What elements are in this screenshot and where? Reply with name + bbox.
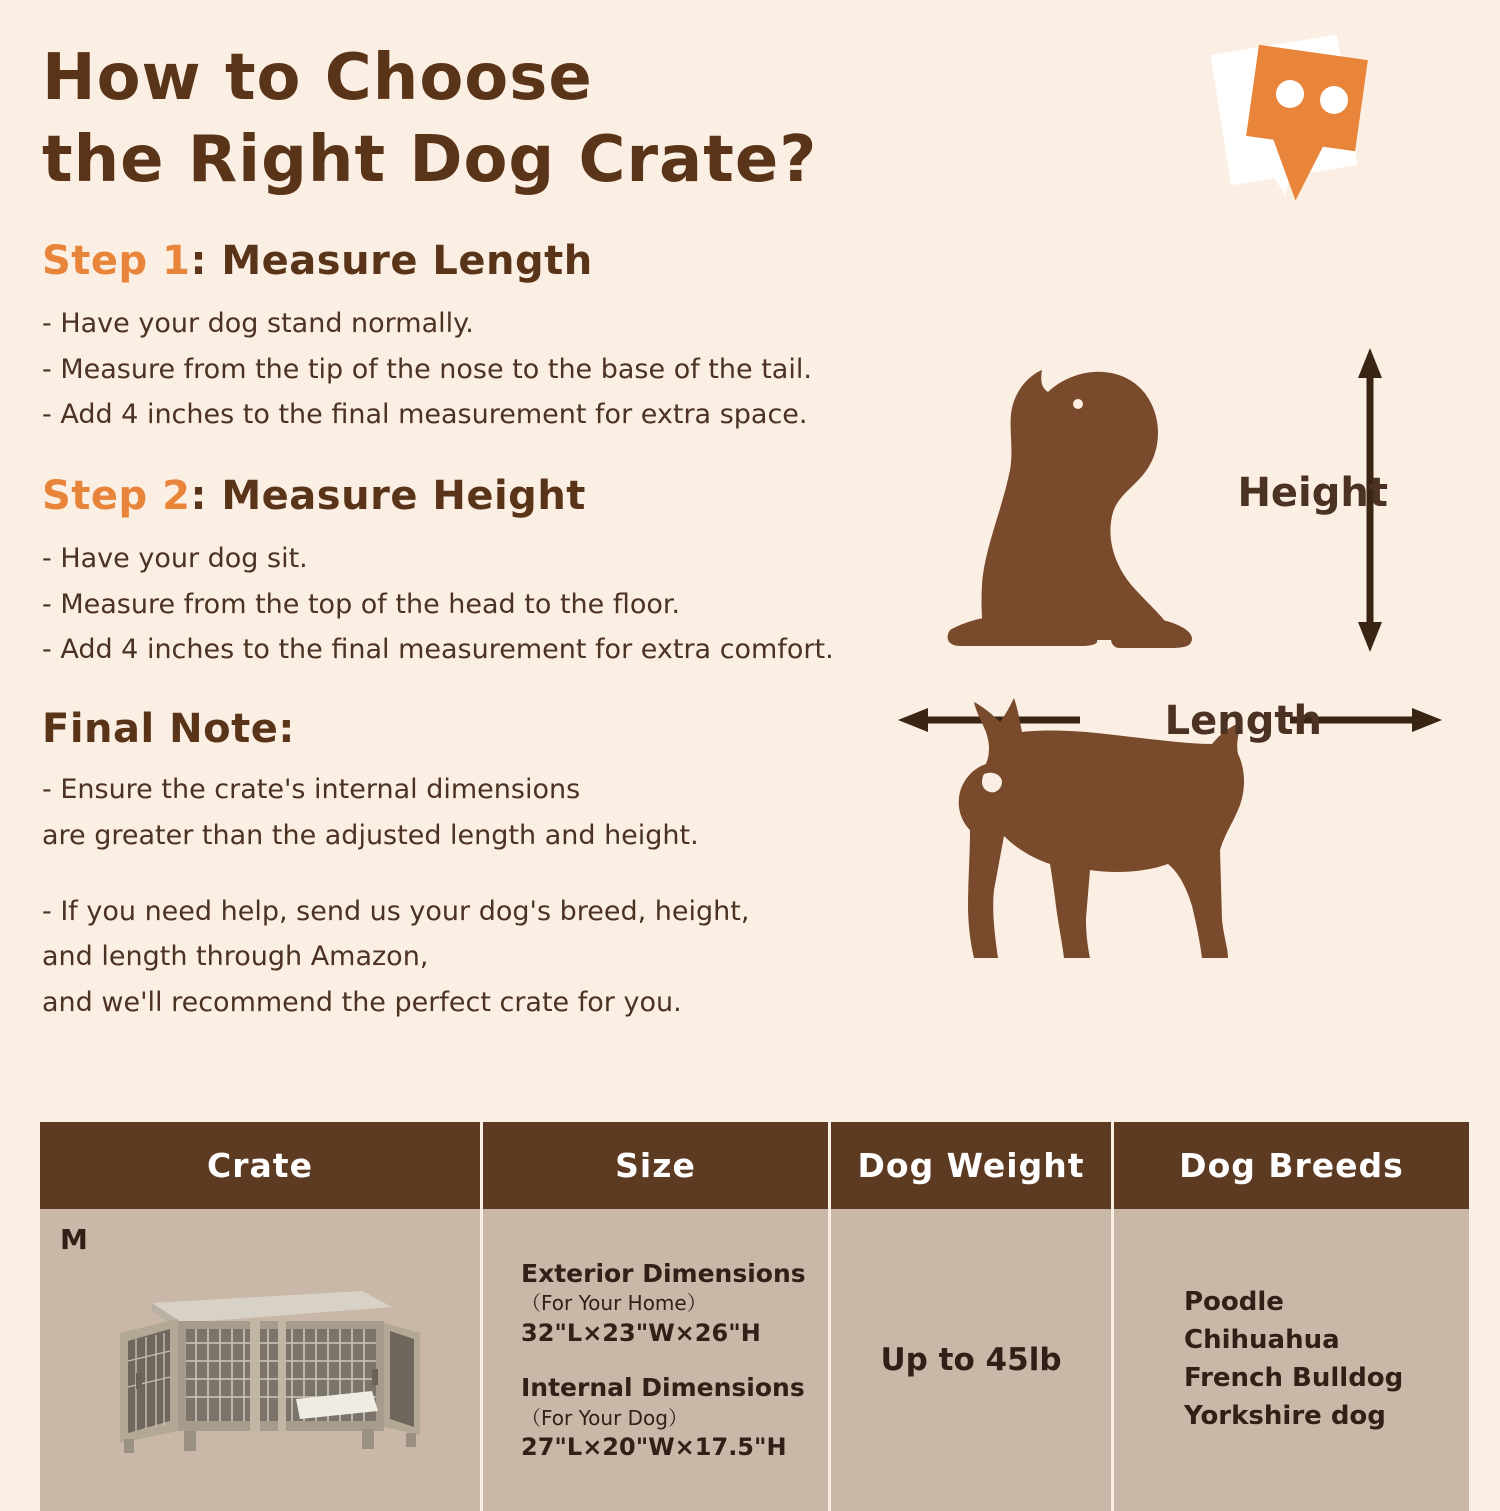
breed-item: Chihuahua	[1184, 1325, 1340, 1356]
step-2-title: Measure Height	[221, 473, 586, 520]
final-note-line-4: and length through Amazon,	[42, 941, 429, 973]
table-header-row	[40, 1122, 1469, 1209]
sitting-dog-icon	[948, 370, 1192, 648]
internal-dimensions-title: Internal Dimensions	[521, 1373, 805, 1402]
final-note-line-3: - If you need help, send us your dog's breed, height,	[42, 895, 750, 927]
breed-item: Poodle	[1184, 1287, 1284, 1318]
table-row	[40, 1209, 1469, 1511]
size-cell	[482, 1209, 830, 1511]
dog-crate-furniture-photo	[100, 1261, 420, 1461]
crate-cell	[40, 1209, 482, 1511]
step-2-number: Step 2	[42, 473, 191, 520]
table-body	[40, 1209, 1469, 1511]
page-title-line-2: the Right Dog Crate?	[42, 122, 818, 197]
length-label: Length	[1164, 698, 1322, 744]
diagram-svg	[890, 330, 1450, 1050]
breed-item: Yorkshire dog	[1184, 1400, 1386, 1431]
step-1-bullet-2: - Measure from the tip of the nose to the base of the tail.	[42, 353, 812, 385]
height-label: Height	[1237, 470, 1388, 516]
exterior-dimensions-sub: （For Your Home）	[521, 1291, 707, 1316]
final-note-line-5: and we'll recommend the perfect crate for you.	[42, 987, 682, 1019]
breed-item: French Bulldog	[1184, 1363, 1404, 1393]
size-cell-spacer	[521, 1349, 808, 1371]
internal-dimensions-sub: （For Your Dog）	[521, 1405, 688, 1430]
dog-weight-cell: Up to 45lb	[830, 1209, 1113, 1511]
table-header	[40, 1122, 1469, 1209]
measurement-diagram	[890, 330, 1450, 1050]
step-1-bullet-3: - Add 4 inches to the final measurement for extra space.	[42, 399, 808, 431]
crate-size-table	[40, 1122, 1469, 1511]
step-2-bullet-2: - Measure from the top of the head to the floor.	[42, 588, 681, 620]
step-2-bullet-3: - Add 4 inches to the final measurement for extra comfort.	[42, 634, 834, 666]
exterior-dimensions-title: Exterior Dimensions	[521, 1258, 806, 1288]
logo-eye-left-icon	[1276, 80, 1304, 108]
speech-bubble-logo-icon	[1220, 30, 1390, 230]
exterior-dimensions-value: 32"L×23"W×26"H	[521, 1318, 761, 1347]
logo-orange-bubble	[1246, 45, 1368, 151]
internal-dimensions-value: 27"L×20"W×17.5"H	[521, 1433, 787, 1462]
dog-breeds-cell	[1113, 1209, 1470, 1511]
step-1-number: Step 1	[42, 237, 191, 284]
crate-size-label: M	[60, 1223, 88, 1256]
logo-eye-right-icon	[1320, 86, 1348, 114]
table-header-crate: Crate	[40, 1122, 482, 1209]
table-header-weight: Dog Weight	[830, 1122, 1113, 1209]
step-1-heading	[42, 238, 1040, 284]
table-header-size: Size	[482, 1122, 830, 1209]
final-note-heading: Final Note:	[42, 706, 295, 753]
page-title-line-1: How to Choose	[42, 41, 593, 115]
step-1-bullet-1: - Have your dog stand normally.	[42, 307, 474, 339]
final-note-line-1: - Ensure the crate's internal dimensions	[42, 774, 581, 806]
page-title	[40, 38, 1122, 202]
step-2-separator: :	[190, 473, 222, 520]
table-header-breeds: Dog Breeds	[1113, 1122, 1470, 1209]
step-1-title: Measure Length	[221, 237, 593, 284]
step-2-bullet-1: - Have your dog sit.	[42, 543, 308, 575]
step-1-separator: :	[190, 237, 222, 284]
final-note-line-2: are greater than the adjusted length and height.	[42, 819, 699, 851]
